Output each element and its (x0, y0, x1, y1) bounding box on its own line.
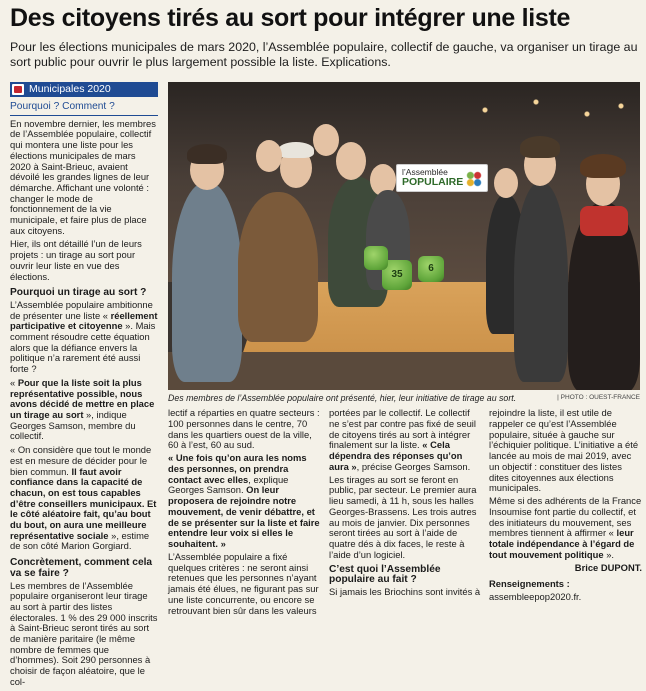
person-hair (520, 136, 560, 158)
rubric-banner (10, 82, 158, 97)
paragraph: Les tirages au sort se feront en public, par secteur. Le premier aura lieu samedi, à 11 h, sous les halles Georges-Brassens. Les trois autres au mois de janvier. Dix personnes seront tirées au sort à l’aide de quatre dés à dix faces, le reste à l’aide d’un logiciel. (329, 473, 477, 560)
author-signature: Brice DUPONT. (574, 561, 642, 573)
person-head (494, 168, 518, 198)
person-hair (278, 142, 314, 158)
person-head (336, 142, 366, 180)
group-photo (168, 82, 640, 390)
text-column-4 (489, 408, 642, 605)
sidebar-column (10, 102, 158, 691)
person-head (313, 124, 339, 156)
assemblee-sign (396, 164, 488, 192)
paragraph: lectif a réparties en quatre secteurs : 100 personnes dans le centre, 70 dans les quartiers ouest de la ville, 60 à l’est, 60 au sud. (168, 407, 320, 451)
paragraph: « On considère que tout le monde est en mesure de décider pour le bien commun. Il faut avoir confiance dans la capacité de chacun, on est tous capables d’être conseillers municipaux. Et le côté aléatoire fait, qu’au bout du bout, on aura une meilleure représentative sociale », estime de son côté Marion Gorgiard. (10, 444, 157, 552)
person (238, 192, 318, 342)
text-column-2 (168, 408, 321, 618)
section-heading: Concrètement, comment cela va se faire ? (10, 557, 153, 579)
paragraph: Même si des adhérents de la France Insoumise font partie du collectif, et des initiateurs du mouvement, ses membres tiennent à affirmer « leur totale indépendance à l’égard de tout mouvement politique ». (489, 495, 642, 560)
person-hair (187, 144, 227, 164)
contact-link[interactable]: assembleepop2020.fr. (489, 591, 582, 602)
paragraph: Si jamais les Briochins sont invités à (329, 586, 481, 597)
ten-sided-die: 35 (382, 260, 412, 290)
scarf (580, 206, 628, 236)
ten-sided-die (364, 246, 388, 270)
person-head (256, 140, 282, 172)
standfirst: Pour les élections municipales de mars 2020, l’Assemblée populaire, collectif de gauche, va organiser un tirage au sort public pour ouvrir le plus largement possible la liste. Explications. (10, 40, 638, 69)
rubric-label: Municipales 2020 (29, 83, 111, 95)
text-column-3 (329, 408, 482, 600)
contact-heading: Renseignements : (489, 578, 570, 590)
flag-icon (12, 84, 24, 95)
paragraph: En novembre dernier, les membres de l’Assemblée populaire, collectif qui montera une liste pour les élections municipales de mars 2020 à Saint-Brieuc, avaient dévoilé les grandes lignes de leur démarche. Affichant une volonté : changer le mode de fonctionnement de la vie municipale, et faire plus de place aux citoyens. (10, 117, 156, 236)
sign-line-2: POPULAIRE (402, 176, 464, 188)
paragraph: L’Assemblée populaire a fixé quelques critères : ne seront ainsi retenues que les personnes n’ayant jamais été élues, ne figurant pas sur une liste concurrente, ou encore se retrouvant bien sûr dans les valeurs (168, 550, 319, 616)
photo-caption: Des membres de l’Assemblée populaire ont présenté, hier, leur initiative de tirage au sort. | PHOTO : OUEST-FRANCE (168, 393, 640, 403)
string-lights (468, 90, 638, 130)
person-hair (580, 154, 626, 178)
section-heading: Pourquoi un tirage au sort ? (10, 287, 147, 299)
headline: Des citoyens tirés au sort pour intégrer une liste (10, 4, 571, 32)
ten-sided-die: 6 (418, 256, 444, 282)
logo-dots-icon (465, 170, 483, 188)
section-heading: C’est quoi l’Assemblée populaire au fait ? (329, 563, 441, 586)
person (172, 182, 242, 382)
paragraph: portées par le collectif. Le collectif ne s’est par contre pas fixé de seuil de citoyens tirés au sort à intégrer finalement sur la liste. « Cela dépendra des réponses qu’on aura », précise Georges Samson. (329, 407, 476, 472)
paragraph: « Une fois qu’on aura les noms des personnes, on prendra contact avec elles, explique Georges Samson. On leur proposera de rejoindre notre mouvement, de venir débattre, et de se présenter sur la liste et faire entendre leur voix si elles le souhaitent. » (168, 452, 320, 549)
paragraph: « Pour que la liste soit la plus représentative possible, nous avons décidé de mettre en place un tirage au sort », indique Georges Samson, membre du collectif. (10, 376, 155, 442)
paragraph: Hier, ils ont détaillé l’un de leurs projets : un tirage au sort pour ouvrir leur liste en vue des élections. (10, 238, 142, 282)
sign-line-1: l’Assemblée (402, 167, 448, 177)
photo-credit: | PHOTO : OUEST-FRANCE (557, 394, 640, 401)
paragraph: rejoindre la liste, il est utile de rappeler ce qu’est l’Assemblée populaire, située à gauche sur l’échiquier politique. L’initiative a été lancée au mois de mai 2019, avec un objectif : constituer des listes dites citoyennes aux élections municipales. (489, 407, 639, 494)
sidebar-subtitle: Pourquoi ? Comment ? (10, 101, 115, 112)
paragraph: L’Assemblée populaire ambitionne de présenter une liste « réellement participative et citoyenne ». Mais comment résoudre cette équation alors que la défiance envers la politique n’a rarement été aussi forte ? (10, 298, 158, 375)
person (514, 182, 568, 382)
paragraph: Les membres de l’Assemblée populaire organiseront leur tirage au sort à partir des listes électorales. 1 % des 29 000 inscrits à Saint-Brieuc seront tirés au sort de manière paritaire (le même nombre de femmes que d’hommes). Soit 290 personnes à choisir de façon aléatoire, que le col- (10, 579, 158, 687)
divider (10, 115, 158, 116)
